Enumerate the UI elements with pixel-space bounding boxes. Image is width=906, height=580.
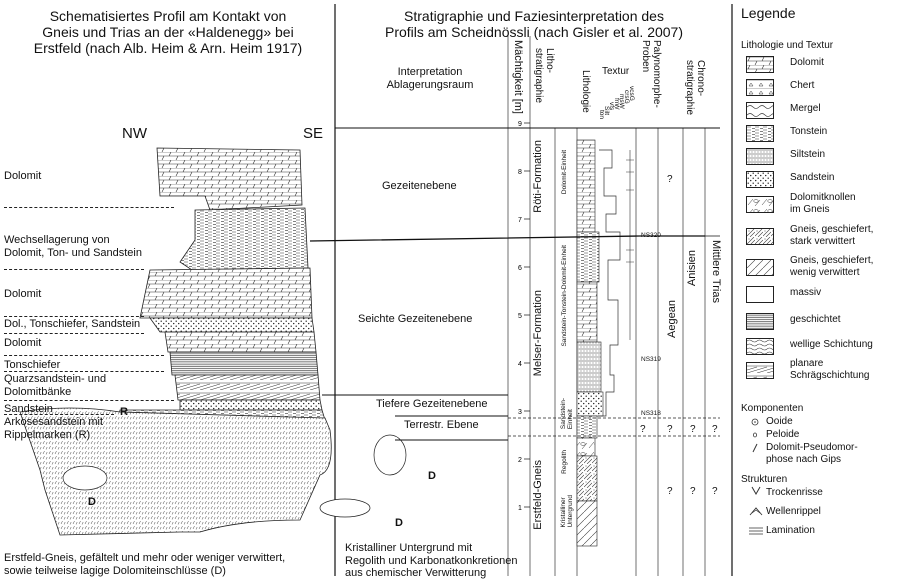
legend-swatch bbox=[746, 228, 774, 245]
interpretation-header: Interpretation Ablagerungsraum bbox=[386, 66, 474, 91]
structure-label: Trockenrisse bbox=[766, 487, 823, 498]
layer-label: Quarzsandstein- und Dolomitbänke bbox=[4, 373, 107, 398]
lamination-icon bbox=[749, 528, 763, 534]
structure-label: Lamination bbox=[766, 525, 815, 536]
legend-swatch bbox=[746, 313, 774, 330]
legend-title: Legende bbox=[741, 5, 796, 21]
texture-subheader: vcsG bbox=[628, 86, 636, 101]
thickness-header: Mächtigkeit [m] bbox=[512, 40, 525, 114]
unknown-mark: ? bbox=[667, 174, 673, 185]
litho-header: Litho- stratigraphie bbox=[533, 48, 555, 104]
env-label: Seichte Gezeitenebene bbox=[358, 313, 473, 325]
legend-label: Gneis, geschiefert, stark verwittert bbox=[790, 224, 874, 247]
unknown-mark: ? bbox=[690, 486, 696, 497]
layer-label: Sandstein bbox=[4, 403, 53, 415]
unit-label: Kristalliner Untergrund bbox=[560, 495, 575, 528]
layer-label: Dolomit bbox=[4, 337, 42, 349]
legend-label: geschichtet bbox=[790, 314, 841, 325]
legend-label: planare Schrägschichtung bbox=[790, 358, 870, 381]
legend-label: Siltstein bbox=[790, 149, 826, 160]
layer-label: Dol., Tonschiefer, Sandstein bbox=[4, 318, 141, 330]
desiccation-crack-icon bbox=[752, 487, 760, 494]
unknown-mark: ? bbox=[712, 424, 718, 435]
scale-tick-label: 4 bbox=[518, 361, 522, 368]
texture-subheader: crsG bbox=[623, 90, 631, 104]
layer-divider bbox=[4, 400, 174, 401]
scale-tick-label: 2 bbox=[518, 457, 522, 464]
left-title-line: Gneis und Trias an der «Haldenegg» bei bbox=[42, 24, 294, 41]
left-title-line: Erstfeld (nach Alb. Heim & Arn. Heim 1917) bbox=[33, 40, 303, 57]
chrono-header: Chrono- stratigraphie bbox=[684, 60, 706, 116]
dolomite-marker: D bbox=[88, 496, 96, 508]
legend-swatch bbox=[746, 362, 774, 379]
legend-swatch bbox=[746, 102, 774, 119]
unit-label: Sandstein- Einheit bbox=[560, 398, 575, 430]
component-label: Ooide bbox=[766, 416, 793, 427]
env-label: Gezeitenebene bbox=[382, 180, 457, 192]
unit-label: Dolomit-Einheit bbox=[561, 150, 568, 195]
formation-label: Erstfeld-Gneis bbox=[532, 460, 544, 530]
formation-label: Melser-Formation bbox=[532, 290, 544, 377]
layer-label: Dolomit bbox=[4, 170, 42, 182]
middle-footer-line: Kristalliner Untergrund mit bbox=[345, 542, 473, 554]
env-label: Tiefere Gezeitenebene bbox=[376, 398, 488, 410]
legend-swatch bbox=[746, 196, 774, 213]
dolomite-marker: D bbox=[395, 517, 403, 529]
unit-label: Sandstein-Tonstein-Dolomit-Einheit bbox=[561, 245, 568, 347]
texture-subheader: Silt bbox=[603, 106, 611, 116]
legend-label: Gneis, geschiefert, wenig verwittert bbox=[790, 255, 874, 278]
legend-label: Tonstein bbox=[790, 126, 828, 137]
se-label: SE bbox=[303, 125, 324, 142]
series-label: Mittlere Trias bbox=[710, 240, 723, 303]
texture-subheader: msW bbox=[618, 94, 626, 109]
legend-swatch bbox=[746, 171, 774, 188]
middle-title-line: Profils am Scheidnössli (nach Gisler et al. 2007) bbox=[384, 24, 684, 41]
left-title-line: Schematisiertes Profil am Kontakt von bbox=[49, 8, 287, 24]
layer-divider bbox=[4, 333, 144, 334]
ripple-marker: R bbox=[120, 406, 128, 418]
layer-label: Dolomit bbox=[4, 288, 42, 300]
structure-label: Wellenrippel bbox=[766, 506, 821, 517]
middle-footer-line: Regolith und Karbonatkonkretionen bbox=[345, 554, 518, 567]
sample-label: NS319 bbox=[641, 356, 661, 363]
component-label: Peloide bbox=[766, 429, 800, 440]
layer-divider bbox=[4, 414, 114, 415]
middle-footer-line: aus chemischer Verwitterung bbox=[345, 567, 487, 580]
middle-title-line: Stratigraphie und Faziesinterpretation des bbox=[404, 8, 664, 24]
formation-label: Röti-Formation bbox=[532, 140, 544, 213]
texture-header: Textur bbox=[602, 66, 630, 77]
layer-divider bbox=[4, 269, 144, 270]
scale-tick-label: 3 bbox=[518, 409, 522, 416]
lithology-header: Lithologie bbox=[580, 70, 591, 113]
gypsum-pseudomorph-icon bbox=[753, 444, 757, 452]
unknown-mark: ? bbox=[712, 486, 718, 497]
texture-subheader: vfs bbox=[608, 102, 616, 111]
layer-label: Arkosesandstein mit Rippelmarken (R) bbox=[4, 416, 104, 441]
legend-swatch bbox=[746, 338, 774, 355]
legend-label: massiv bbox=[790, 287, 822, 298]
legend-label: Chert bbox=[790, 80, 815, 91]
unknown-mark: ? bbox=[640, 424, 646, 435]
legend-label: wellige Schichtung bbox=[790, 339, 873, 350]
unknown-mark: ? bbox=[690, 424, 696, 435]
layer-divider bbox=[4, 371, 164, 372]
middle-footer bbox=[345, 542, 517, 580]
legend-label: Dolomit bbox=[790, 57, 824, 68]
scale-tick-label: 9 bbox=[518, 121, 522, 128]
unit-label: Regolith bbox=[561, 450, 568, 474]
scale-tick-label: 1 bbox=[518, 505, 522, 512]
left-footer-line: Erstfeld-Gneis, gefältelt und mehr oder weniger verwittert, bbox=[4, 552, 286, 564]
layer-divider bbox=[4, 355, 164, 356]
scale-tick-label: 5 bbox=[518, 313, 522, 320]
middle-title bbox=[338, 8, 730, 40]
strat-column bbox=[310, 36, 723, 576]
legend-swatch bbox=[746, 286, 774, 303]
legend-label: Dolomitknollen im Gneis bbox=[790, 192, 856, 215]
legend-swatch bbox=[746, 259, 774, 276]
texture-subheader: ton bbox=[598, 110, 606, 120]
thickness-ticks bbox=[518, 121, 530, 512]
unknown-mark: ? bbox=[667, 424, 673, 435]
unknown-mark: ? bbox=[667, 486, 673, 497]
legend-swatch bbox=[746, 79, 774, 96]
component-label: Dolomit-Pseudomor- phose nach Gips bbox=[766, 442, 858, 465]
left-footer-line: sowie teilweise lagige Dolomiteinschlüsse (D) bbox=[4, 564, 226, 577]
dolomite-marker: D bbox=[428, 470, 436, 482]
scale-tick-label: 8 bbox=[518, 169, 522, 176]
sample-label: NS318 bbox=[641, 410, 661, 417]
nw-label: NW bbox=[122, 125, 147, 142]
env-label: Terrestr. Ebene bbox=[404, 419, 479, 431]
scale-tick-label: 6 bbox=[518, 265, 522, 272]
peloid-icon bbox=[753, 433, 756, 437]
palyno-header: Palynomorphe- Proben bbox=[640, 40, 662, 108]
legend-label: Sandstein bbox=[790, 172, 835, 183]
texture-subheader: fnW bbox=[613, 98, 621, 110]
legend-swatch bbox=[746, 125, 774, 142]
lithology-header: Lithologie und Textur bbox=[741, 40, 834, 51]
stage-label: Anisien bbox=[686, 250, 698, 287]
components-header: Komponenten bbox=[741, 403, 804, 414]
layer-label: Wechsellagerung von Dolomit, Ton- und Sandstein bbox=[4, 234, 142, 259]
scale-tick-label: 7 bbox=[518, 217, 522, 224]
left-title bbox=[8, 8, 328, 56]
legend-swatch bbox=[746, 148, 774, 165]
legend-swatch bbox=[746, 56, 774, 73]
structures-header: Strukturen bbox=[741, 474, 788, 485]
layer-label: Tonschiefer bbox=[4, 359, 61, 371]
layer-divider bbox=[4, 207, 174, 208]
left-footer bbox=[4, 552, 285, 577]
layer-divider bbox=[4, 316, 144, 317]
legend-label: Mergel bbox=[790, 103, 821, 114]
sample-label: NS320 bbox=[641, 232, 661, 239]
ripple-icon bbox=[750, 508, 762, 515]
substage-label: Aegean bbox=[666, 300, 678, 338]
